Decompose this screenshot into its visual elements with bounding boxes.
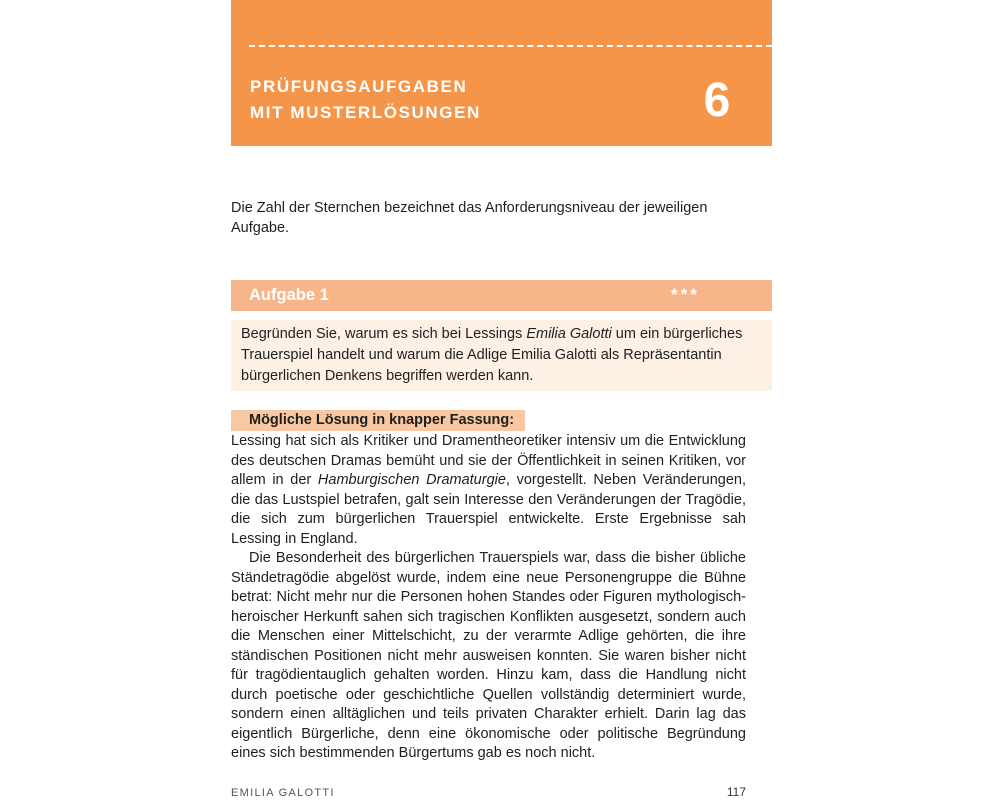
work-title: Hamburgischen Dramaturgie (317, 472, 506, 488)
work-title: Emilia Galotti (526, 326, 612, 342)
solution-label-bar (231, 410, 525, 431)
task-heading-bar (231, 280, 772, 311)
solution-label: Mögliche Lösung in knapper Fassung: (249, 412, 515, 428)
solution-paragraph-2: Die Besonderheit des bürgerlichen Trauerspiels war, dass die bisher übliche Ständetragödie abgelöst wurde, indem eine neue Personengruppe die Bühne betrat: Nicht mehr nur die Personen hohen Standes oder Figuren mythologisch-heroischer Herkunft sahen sich tragischen Konflikten ausgesetzt, sondern auch die Menschen einer Mittelschicht, zu der verarmte Adlige gehörten, die ihre ständischen Positionen nicht mehr ausweisen konnten. Sie waren bisher nicht für tragödientauglich gehalten worden. Hinzu kam, dass die Handlung nicht durch poetische oder geschichtliche Quellen vollständig determiniert wurde, sondern einen alltäglichen und teils privaten Charakter erhielt. Darin lag das eigentlich Bürgerliche, denn eine ökonomische oder politische Begründung eines sich bestimmenden Bürgertums gab es noch nicht. (231, 550, 746, 761)
chapter-header (231, 0, 772, 146)
chapter-title-line-2: MIT MUSTERLÖSUNGEN (250, 103, 481, 122)
task-label: Aufgabe 1 (249, 286, 329, 304)
chapter-title-line-1: PRÜFUNGSAUFGABEN (250, 77, 468, 96)
intro-text: Die Zahl der Sternchen bezeichnet das Anforderungsniveau der jeweiligen Aufgabe. (231, 200, 708, 236)
chapter-number: 6 (703, 74, 731, 127)
solution-text (231, 432, 746, 764)
task-question: Begründen Sie, warum es sich bei Lessings Emilia Galotti um ein bürgerliches Trauerspiel handelt und warum die Adlige Emilia Galotti als Repräsentantin bürgerlichen Denkens begriffen werden kann. (241, 326, 743, 384)
running-footer-title: EMILIA GALOTTI (231, 787, 335, 799)
header-dashed-line (249, 45, 772, 47)
solution-paragraph-1: Lessing hat sich als Kritiker und Dramentheoretiker intensiv um die Entwicklung des deutschen Dramas bemüht und sie der Öffentlichkeit in seinen Kritiken, vor allem in der Hamburgischen Dramaturgie, vorgestellt. Neben Veränderungen, die das Lustspiel betrafen, galt sein Interesse den Veränderungen der Tragödie, die sich zum bürgerlichen Trauerspiel entwickelte. Erste Ergebnisse sah Lessing in England. (231, 433, 747, 547)
page-number: 117 (726, 785, 746, 799)
difficulty-stars: *** (671, 285, 700, 304)
task-question-box (231, 320, 772, 391)
chapter-title (250, 74, 481, 126)
